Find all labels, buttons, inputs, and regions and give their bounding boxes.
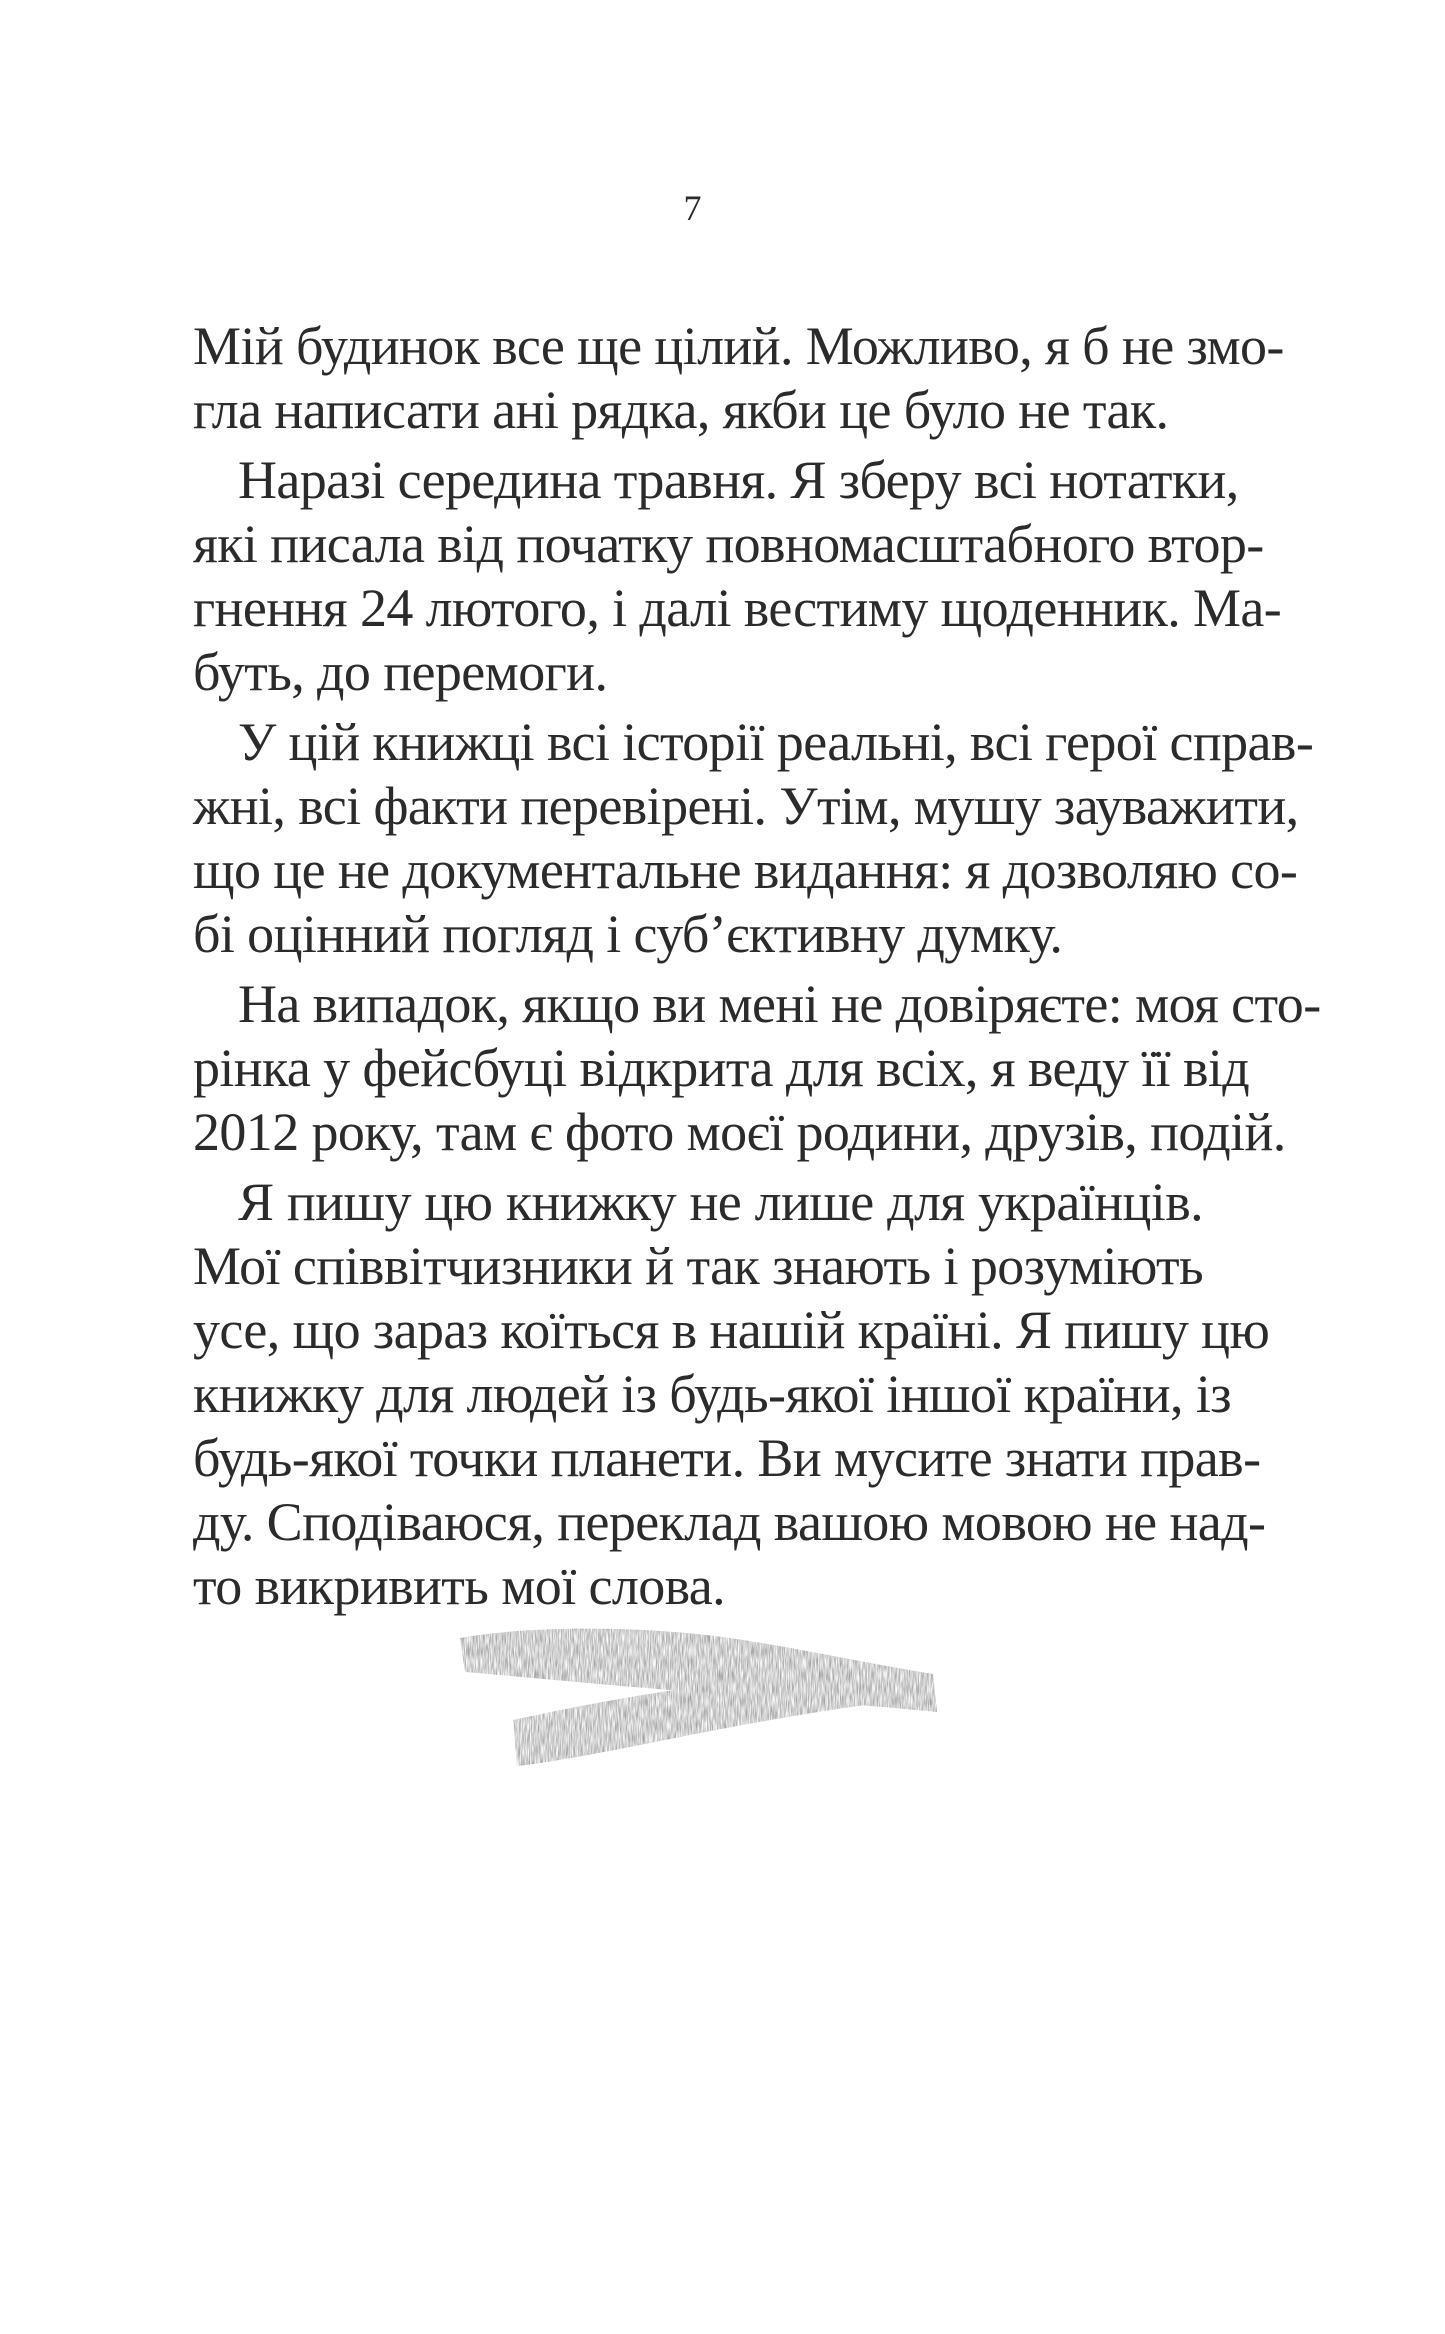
- text-line: Мій будинок все ще цілий. Можливо, я б не змо-: [193, 316, 1284, 376]
- text-line: то викривить мої слова.: [193, 1556, 726, 1616]
- body-text: [193, 314, 1321, 1618]
- text-line: На випадок, якщо ви мені не довіряєте: моя сто-: [238, 974, 1321, 1034]
- text-line: бі оцінний погляд і суб’єктивну думку.: [193, 904, 1063, 964]
- text-line: Наразі середина травня. Я зберу всі нотатки,: [238, 450, 1239, 510]
- text-line: ду. Сподіваюся, переклад вашою мовою не над-: [193, 1492, 1266, 1552]
- text-line: Я пишу цю книжку не лише для українців.: [238, 1172, 1203, 1232]
- page-number: 7: [683, 188, 702, 228]
- text-line: У цій книжці всі історії реальні, всі герої справ-: [238, 712, 1314, 772]
- text-line: жні, всі факти перевірені. Утім, мушу зауважити,: [193, 776, 1299, 836]
- brush-stroke-lower: [513, 1671, 907, 1766]
- text-line: гнення 24 лютого, і далі вестиму щоденник. Ма-: [193, 578, 1282, 638]
- text-line: книжку для людей із будь-якої іншої країни, із: [193, 1364, 1231, 1424]
- text-line: рінка у фейсбуці відкрита для всіх, я веду її від: [193, 1038, 1250, 1098]
- text-line: які писала від початку повномасштабного втор-: [193, 514, 1264, 574]
- text-line: буть, до перемоги.: [193, 642, 608, 702]
- text-line: 2012 року, там є фото моєї родини, друзів, подій.: [193, 1102, 1286, 1162]
- text-line: Мої співвітчизники й так знають і розуміють: [193, 1236, 1203, 1296]
- text-line: будь-якої точки планети. Ви мусите знати прав-: [193, 1428, 1261, 1488]
- brush-stroke-ornament-icon: [455, 1620, 945, 1780]
- text-line: усе, що зараз коїться в нашій країні. Я пишу цю: [193, 1300, 1270, 1360]
- text-line: що це не документальне видання: я дозволяю со-: [193, 840, 1298, 900]
- text-line: гла написати ані рядка, якби це було не так.: [193, 380, 1169, 440]
